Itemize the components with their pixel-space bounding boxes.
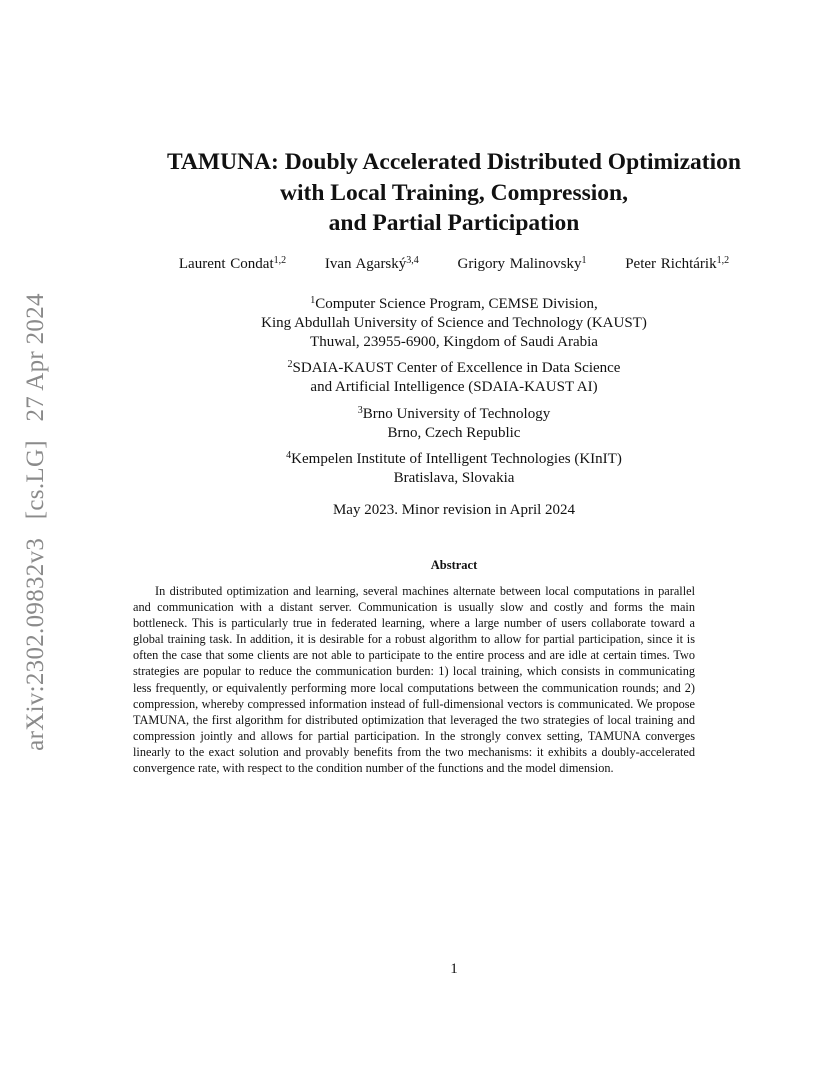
affiliation-line: Thuwal, 23955-6900, Kingdom of Saudi Arabia: [310, 334, 598, 350]
author-affil-mark: 1: [581, 255, 587, 266]
title-line: and Partial Participation: [328, 210, 580, 236]
affiliation-line: $^4$Kempelen Institute of Intelligent Technologies (KInIT): [286, 450, 622, 467]
author: [458, 256, 587, 273]
affiliation-mark: 1: [310, 295, 316, 306]
affiliation-line: King Abdullah University of Science and Technology (KAUST): [261, 315, 647, 331]
title-line: with Local Training, Compression,: [280, 179, 628, 206]
abstract-heading: Abstract: [430, 558, 478, 572]
page-number: 1: [450, 961, 458, 977]
affiliation-line: Brno, Czech Republic: [387, 425, 521, 441]
author-list: [80, 256, 828, 273]
author-affil-mark: 3,4: [406, 255, 419, 266]
author-affil-mark: 1,2: [273, 255, 287, 266]
author: [325, 256, 419, 273]
affiliation-4: [80, 450, 828, 488]
affiliation-line: $^1$Computer Science Program, CEMSE Division,: [310, 295, 598, 312]
paper-title: [80, 147, 828, 239]
author-affil-mark: 1,2: [716, 255, 730, 266]
affiliation-mark: 2: [287, 359, 293, 370]
arxiv-category: [cs.LG]: [22, 440, 49, 520]
arxiv-date: 27 Apr 2024: [22, 293, 49, 422]
date-line: May 2023. Minor revision in April 2024: [332, 502, 576, 518]
author-name: Laurent Condat: [178, 256, 274, 272]
arxiv-id[interactable]: arXiv:2302.09832v3: [22, 537, 49, 751]
affiliation-mark: 4: [286, 450, 292, 461]
author-name: Ivan Agarský: [324, 256, 407, 272]
abstract-body: In distributed optimization and learning, several machines alternate between local computations in parallel and communication with a distant server. Communication is usually slow and costly and forms the main bottleneck. This is particularly true in federated learning, where a large number of users collaborate toward a global training task. In addition, it is desirable for a robust algorithm to allow for partial participation, since it is often the case that some clients are not able to participate to the entire process and are idle at certain times. Two strategies are popular to reduce the communication burden: 1) local training, which consists in communicating less frequently, or equivalently performing more local computations between the communication rounds; and 2) compression, whereby compressed information instead of full-dimensional vectors is communicated. We propose TAMUNA, the first algorithm for distributed optimization that leveraged the two strategies of local training and compression jointly and allows for partial participation. In the strongly convex setting, TAMUNA converges linearly to the exact solution and provably benefits from the two mechanisms: it exhibits a doubly-accelerated convergence rate, with respect to the condition number of the functions and the model dimension.: [133, 584, 695, 776]
author: [179, 256, 286, 273]
affiliation-line: $^3$Brno University of Technology: [357, 405, 551, 422]
affiliation-3: [80, 405, 828, 443]
affiliation-line: Bratislava, Slovakia: [393, 470, 515, 486]
arxiv-stamp-text: [22, 287, 50, 757]
affiliation-line: $^2$SDAIA-KAUST Center of Excellence in Data Science: [287, 359, 621, 376]
affiliation-mark: 3: [357, 405, 363, 416]
author-name: Peter Richtárik: [625, 256, 717, 272]
affiliation-1: [80, 295, 828, 352]
affiliation-2: [80, 359, 828, 397]
author: [625, 256, 729, 273]
author-name: Grigory Malinovsky: [457, 256, 582, 272]
title-line: TAMUNA: Doubly Accelerated Distributed Optimization: [167, 149, 741, 175]
affiliation-line: and Artificial Intelligence (SDAIA-KAUST AI): [310, 379, 598, 395]
